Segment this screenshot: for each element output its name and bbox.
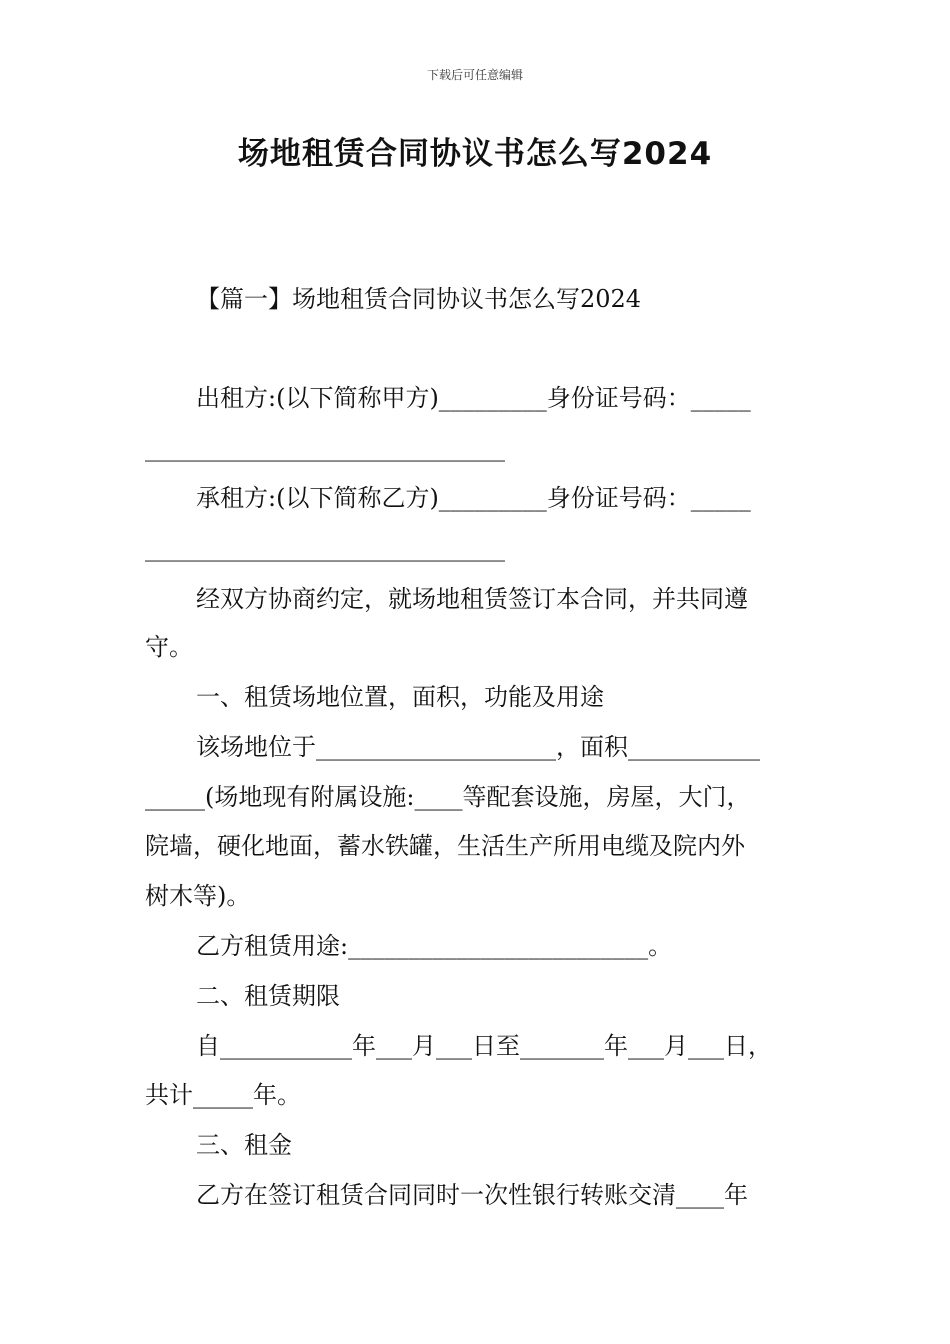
section-heading-part-one: 【篇一】场地租赁合同协议书怎么写2024 xyxy=(196,285,642,313)
header-note: 下载后可任意编辑 xyxy=(426,68,523,82)
facilities-cont-line: 院墙，硬化地面，蓄水铁罐，生活生产所用电缆及院内外 xyxy=(145,832,745,860)
term-line: 自___________年___月___日至_______年___月___日， xyxy=(196,1032,772,1060)
document-title: 场地租赁合同协议书怎么写2024 xyxy=(237,136,713,172)
lessor-line: 出租方:(以下简称甲方)_________身份证号码：_____ xyxy=(196,384,751,412)
rent-line: 乙方在签订租赁合同同时一次性银行转账交清____年 xyxy=(196,1181,748,1209)
section-two-heading: 二、租赁期限 xyxy=(196,982,340,1010)
lessee-line: 承租方:(以下简称乙方)_________身份证号码：_____ xyxy=(196,484,751,512)
section-one-heading: 一、租赁场地位置，面积，功能及用途 xyxy=(196,683,604,711)
usage-line: 乙方租赁用途:_________________________。 xyxy=(196,932,673,960)
facilities-end-line: 树木等)。 xyxy=(145,882,251,910)
location-line: 该场地位于____________________，面积___________ xyxy=(196,733,760,761)
agreement-intro-line: 经双方协商约定，就场地租赁签订本合同，并共同遵 xyxy=(196,585,748,613)
facilities-line: _____(场地现有附属设施:____等配套设施，房屋，大门， xyxy=(145,783,751,811)
lessee-id-blank: ______________________________ xyxy=(145,534,505,562)
lessor-id-blank: ______________________________ xyxy=(145,434,505,462)
section-three-heading: 三、租金 xyxy=(196,1131,292,1159)
agreement-intro-cont: 守。 xyxy=(145,633,193,661)
term-total-line: 共计_____年。 xyxy=(145,1081,301,1109)
